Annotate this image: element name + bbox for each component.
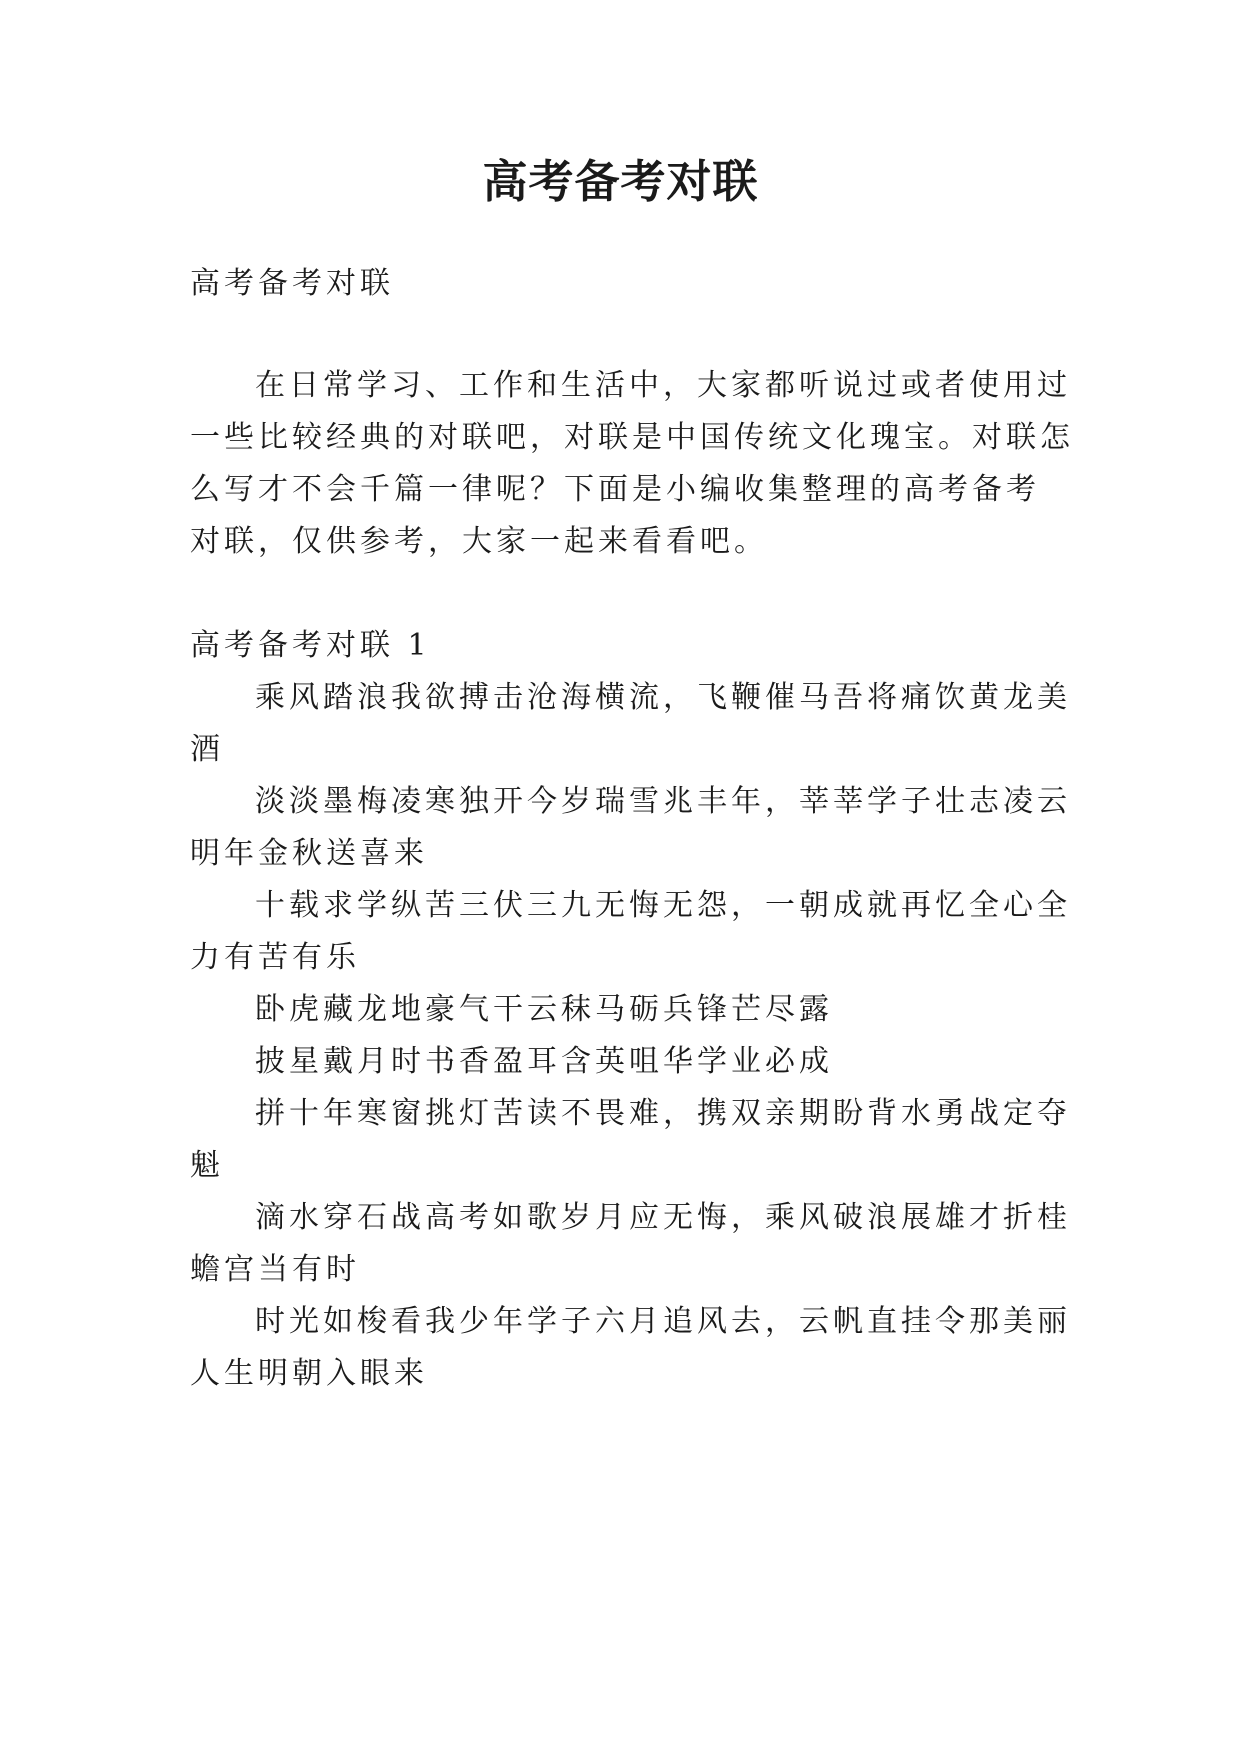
couplet-line: 蟾宫当有时 <box>190 1252 360 1287</box>
intro-line: 么写才不会千篇一律呢？下面是小编收集整理的高考备考 <box>190 472 1040 507</box>
couplet-line: 人生明朝入眼来 <box>190 1356 428 1391</box>
couplet-line: 魁 <box>190 1148 224 1183</box>
document-subtitle: 高考备考对联 <box>190 266 394 301</box>
couplet-line: 拼十年寒窗挑灯苦读不畏难，携双亲期盼背水勇战定夺 <box>255 1096 1071 1131</box>
couplet-line: 酒 <box>190 732 224 767</box>
couplet-line: 力有苦有乐 <box>190 940 360 975</box>
document-title: 高考备考对联 <box>482 155 759 208</box>
couplet-line: 十载求学纵苦三伏三九无悔无怨，一朝成就再忆全心全 <box>255 888 1071 923</box>
couplet-line: 披星戴月时书香盈耳含英咀华学业必成 <box>255 1044 833 1079</box>
intro-line: 一些比较经典的对联吧，对联是中国传统文化瑰宝。对联怎 <box>190 420 1074 455</box>
couplet-line: 时光如梭看我少年学子六月追风去，云帆直挂令那美丽 <box>255 1304 1071 1339</box>
couplet-line: 明年金秋送喜来 <box>190 836 428 871</box>
intro-line: 在日常学习、工作和生活中，大家都听说过或者使用过 <box>255 368 1071 403</box>
couplet-line: 淡淡墨梅凌寒独开今岁瑞雪兆丰年，莘莘学子壮志凌云 <box>255 784 1071 819</box>
intro-line: 对联，仅供参考，大家一起来看看吧。 <box>190 524 768 559</box>
couplet-line: 乘风踏浪我欲搏击沧海横流，飞鞭催马吾将痛饮黄龙美 <box>255 680 1071 715</box>
section-heading: 高考备考对联 1 <box>190 628 431 663</box>
couplet-line: 卧虎藏龙地豪气干云秣马砺兵锋芒尽露 <box>255 992 833 1027</box>
couplet-line: 滴水穿石战高考如歌岁月应无悔，乘风破浪展雄才折桂 <box>255 1200 1071 1235</box>
